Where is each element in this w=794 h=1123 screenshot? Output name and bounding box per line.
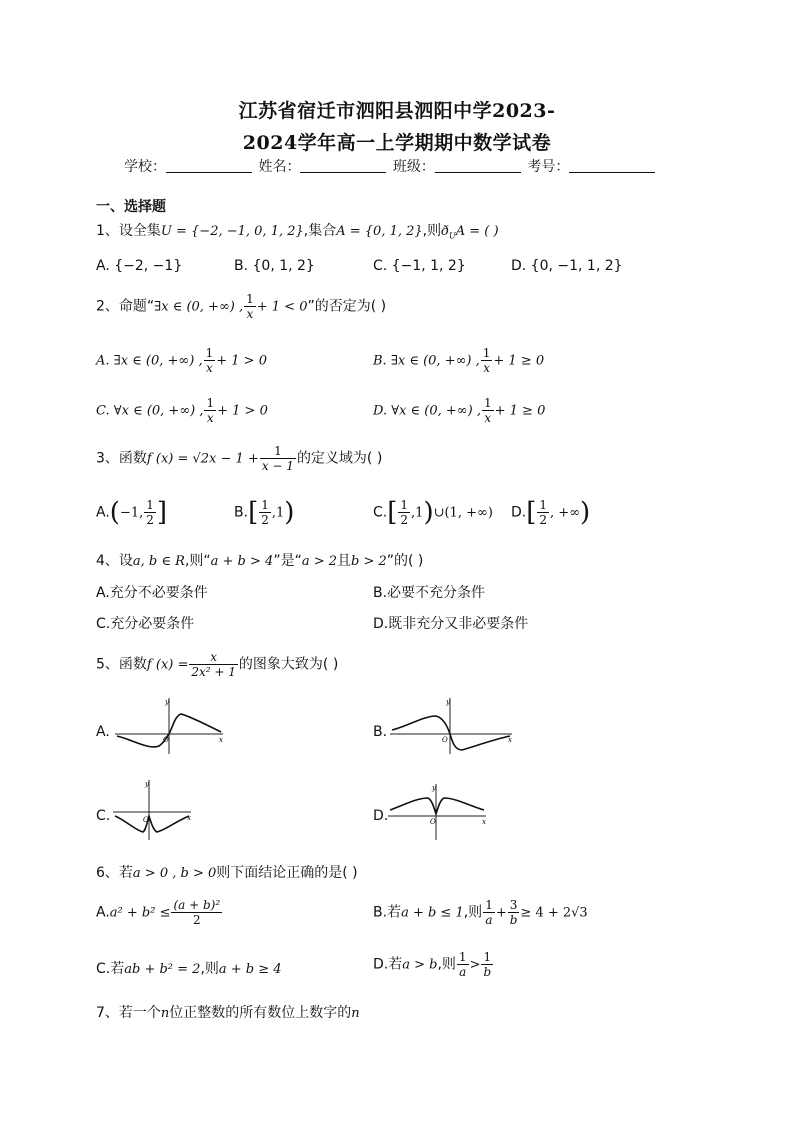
q3-option-b[interactable]: B.[ $\frac{1}{2}$ ,1) bbox=[234, 497, 295, 528]
q4-option-d[interactable]: D.既非充分又非必要条件 bbox=[373, 616, 529, 632]
q4-option-a[interactable]: A.充分不必要条件 bbox=[96, 585, 208, 601]
q3-option-d[interactable]: D.[ $\frac{1}{2}$ , +∞) bbox=[511, 497, 591, 528]
q6-option-c[interactable]: C.若ab + b² = 2,则a + b ≥ 4 bbox=[96, 961, 282, 977]
q5-graph-c[interactable] bbox=[113, 778, 193, 842]
q2-math-a: ∃x ∈ (0, +∞) , bbox=[154, 299, 244, 315]
svg-text:x: x bbox=[482, 818, 486, 826]
exam-number-blank[interactable] bbox=[569, 158, 655, 173]
q1-complement: $ð_UA$ = ( ) bbox=[441, 224, 499, 241]
q5-option-d-label[interactable]: D. bbox=[373, 808, 389, 824]
q2-option-b[interactable]: B. ∃x ∈ (0, +∞) , $\frac{1}{x}$ + 1 ≥ 0 bbox=[373, 346, 545, 375]
question-3 bbox=[96, 444, 382, 473]
q3-math-a: f (x) = √2x − 1 + bbox=[146, 451, 259, 467]
q4-option-b[interactable]: B.必要不充分条件 bbox=[373, 585, 486, 601]
q5-option-c-label[interactable]: C. bbox=[96, 808, 111, 824]
q3-option-c[interactable]: C.[ $\frac{1}{2}$ ,1)∪(1, +∞) bbox=[373, 497, 493, 528]
school-label: 学校： bbox=[124, 159, 166, 175]
svg-text:y: y bbox=[165, 698, 169, 706]
svg-text:x: x bbox=[187, 814, 191, 822]
question-4: 4、设a, b ∈ R,则“a + b > 4”是“a > 2且b > 2”的( ) bbox=[96, 553, 424, 569]
svg-text:O: O bbox=[163, 736, 169, 744]
name-label: 姓名： bbox=[258, 159, 301, 175]
q1-option-a[interactable]: A. {−2, −1} bbox=[96, 258, 183, 274]
name-blank[interactable] bbox=[300, 158, 386, 173]
svg-text:y: y bbox=[432, 784, 436, 792]
q2-stem-b: ”的否定为( ) bbox=[307, 298, 387, 315]
q2-math-b: + 1 < 0 bbox=[256, 299, 308, 315]
q5-graph-a[interactable] bbox=[115, 696, 225, 756]
svg-text:x: x bbox=[219, 736, 223, 744]
question-1 bbox=[96, 220, 499, 241]
svg-text:O: O bbox=[442, 736, 448, 744]
q3-stem-a: 3、函数 bbox=[96, 450, 147, 467]
q5-option-a-label[interactable]: A. bbox=[96, 724, 110, 740]
question-6: 6、若a > 0 , b > 0则下面结论正确的是( ) bbox=[96, 865, 358, 881]
exam-title-line1: 江苏省宿迁市泗阳县泗阳中学2023- bbox=[238, 100, 556, 122]
q4-option-c[interactable]: C.充分必要条件 bbox=[96, 616, 195, 632]
q5-graph-b[interactable] bbox=[390, 696, 515, 756]
q1-set-a: A = {0, 1, 2} bbox=[336, 224, 423, 239]
q5-graph-d[interactable] bbox=[388, 782, 488, 842]
q2-option-a[interactable]: A. ∃x ∈ (0, +∞) , $\frac{1}{x}$ + 1 > 0 bbox=[96, 346, 267, 375]
q5-fraction: $\frac{x}{\text{2x² + 1}}$ bbox=[191, 650, 236, 679]
class-label: 班级： bbox=[392, 159, 435, 175]
q3-stem-b: 的定义域为( ) bbox=[296, 450, 383, 467]
q1-stem-b: ,集合 bbox=[303, 223, 337, 239]
q6-option-a[interactable]: A.a² + b² ≤ $\frac{\text{(a + b)²}}{2}$ bbox=[96, 898, 221, 927]
svg-text:y: y bbox=[145, 780, 149, 788]
q2-option-d[interactable]: D. ∀x ∈ (0, +∞) , $\frac{1}{x}$ + 1 ≥ 0 bbox=[373, 396, 546, 425]
student-info-row bbox=[124, 156, 657, 176]
q5-option-b-label[interactable]: B. bbox=[373, 724, 388, 740]
class-blank[interactable] bbox=[435, 158, 521, 173]
question-7: 7、若一个n位正整数的所有数位上数字的n bbox=[96, 1005, 360, 1021]
svg-text:O: O bbox=[430, 818, 436, 826]
q1-option-c[interactable]: C. {−1, 1, 2} bbox=[373, 258, 466, 274]
q3-fraction: $\frac{1}{x - 1}$ bbox=[261, 444, 294, 473]
q6-option-b[interactable]: B.若a + b ≤ 1,则 $\frac{1}{a}$ + $\frac{3}{b}$ ≥ 4 + 2√3 bbox=[373, 898, 588, 927]
q2-option-c[interactable]: C. ∀x ∈ (0, +∞) , $\frac{1}{x}$ + 1 > 0 bbox=[96, 396, 268, 425]
svg-text:O: O bbox=[143, 816, 149, 824]
q1-option-d[interactable]: D. {0, −1, 1, 2} bbox=[511, 258, 623, 274]
q2-fraction: $\frac{1}{x}$ bbox=[246, 292, 254, 321]
q1-stem-a: 1、设全集 bbox=[96, 223, 161, 239]
q1-stem-c: ,则 bbox=[422, 223, 442, 239]
section-heading: 一、选择题 bbox=[96, 199, 166, 215]
svg-text:y: y bbox=[446, 698, 450, 706]
svg-text:x: x bbox=[508, 736, 512, 744]
q1-set-u: U = {−2, −1, 0, 1, 2} bbox=[160, 224, 304, 239]
question-2 bbox=[96, 292, 386, 321]
exam-number-label: 考号： bbox=[527, 159, 570, 175]
question-5: 5、函数f (x) = $\frac{x}{\text{2x² + 1}}$ 的图象大致为( ) bbox=[96, 650, 339, 679]
q3-option-a[interactable]: A.(−1, $\frac{1}{2}$ ] bbox=[96, 497, 168, 528]
exam-title-line2: 2024学年高一上学期期中数学试卷 bbox=[242, 132, 552, 154]
school-blank[interactable] bbox=[166, 158, 252, 173]
q1-option-b[interactable]: B. {0, 1, 2} bbox=[234, 258, 315, 274]
q2-stem-a: 2、命题“ bbox=[96, 298, 155, 315]
q6-option-d[interactable]: D.若a > b,则 $\frac{1}{a}$ > $\frac{1}{b}$ bbox=[373, 950, 492, 979]
